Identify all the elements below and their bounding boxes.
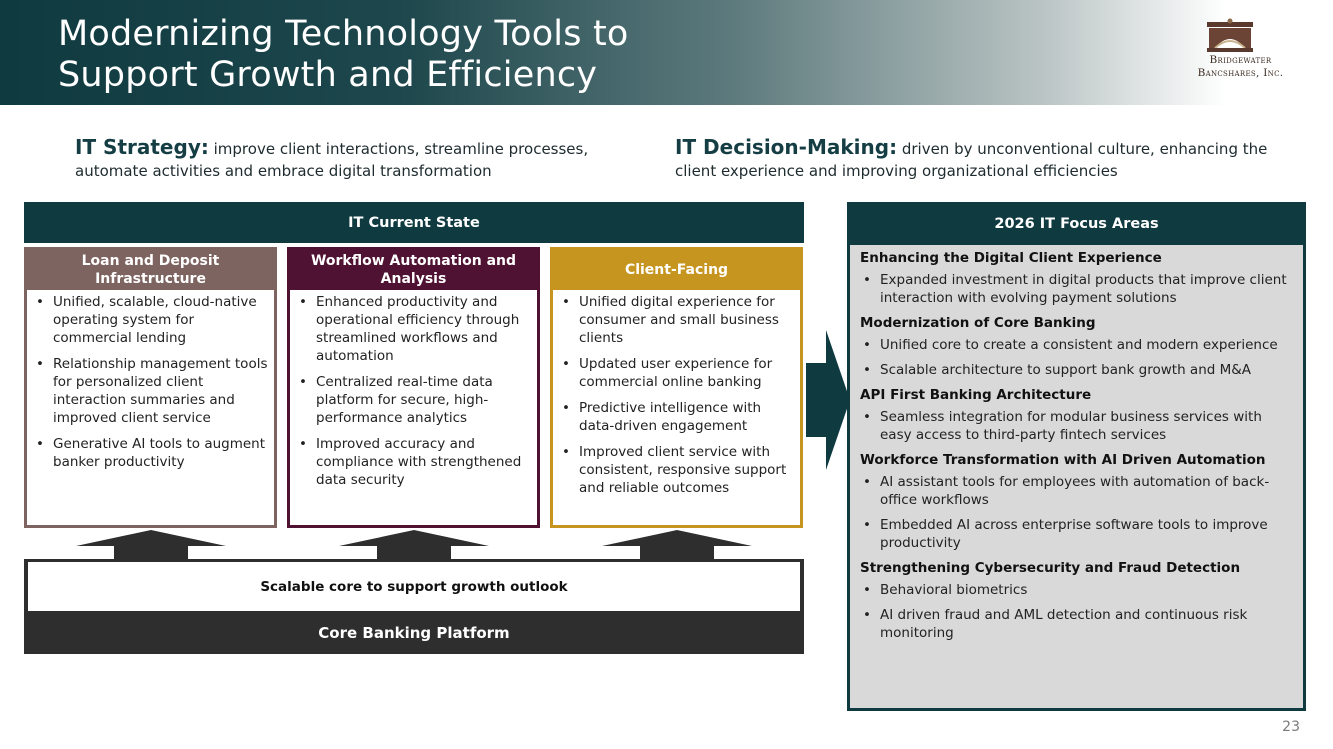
list-item: • Seamless integration for modular business services with easy access to third-party fintech services: [860, 408, 1295, 444]
focus-areas-title: 2026 IT Focus Areas: [847, 202, 1306, 245]
arrow-right-icon: [806, 330, 850, 470]
logo-line-1: Bridgewater: [1209, 54, 1272, 66]
workflow-automation-column: [287, 247, 540, 528]
list-item: • Unified, scalable, cloud-native operating system for commercial lending: [31, 293, 268, 347]
list-item: • Unified digital experience for consumer and small business clients: [557, 293, 794, 347]
client-facing-list: [553, 290, 800, 497]
list-item: • Behavioral biometrics: [860, 581, 1295, 599]
up-arrow-icon: [602, 530, 752, 560]
it-decision-text: driven by unconventional culture, enhancing the client experience and improving organizational efficiencies: [675, 140, 1268, 180]
list-item: • Centralized real-time data platform for secure, high-performance analytics: [294, 373, 531, 427]
list-item: • Improved client service with consistent, responsive support and reliable outcomes: [557, 443, 794, 497]
list-item: • Improved accuracy and compliance with strengthened data security: [294, 435, 531, 489]
list-item: • Scalable architecture to support bank growth and M&A: [860, 361, 1295, 379]
it-decision-label: IT Decision-Making:: [675, 135, 898, 159]
focus-areas-panel: [847, 245, 1306, 711]
list-item: • Enhanced productivity and operational efficiency through streamlined workflows and automation: [294, 293, 531, 365]
focus-list: [860, 473, 1295, 552]
list-item: • Expanded investment in digital products that improve client interaction with evolving payment solutions: [860, 271, 1295, 307]
list-item: • Generative AI tools to augment banker productivity: [31, 435, 268, 471]
client-facing-header: Client-Facing: [553, 250, 800, 290]
core-banking-label: Core Banking Platform: [318, 623, 510, 642]
loan-deposit-list: [27, 290, 274, 471]
logo-line-2: Bancshares, Inc.: [1197, 67, 1284, 79]
focus-heading: Modernization of Core Banking: [860, 315, 1096, 331]
list-item: • Predictive intelligence with data-driven engagement: [557, 399, 794, 435]
logo-bridge-icon: [1205, 18, 1255, 54]
list-item: • Relationship management tools for personalized client interaction summaries and improved client service: [31, 355, 268, 427]
scalable-core-label: Scalable core to support growth outlook: [28, 562, 800, 611]
focus-list: [860, 271, 1295, 307]
list-item: • AI driven fraud and AML detection and continuous risk monitoring: [860, 606, 1295, 642]
page-title: [58, 14, 818, 96]
list-item: • Embedded AI across enterprise software tools to improve productivity: [860, 516, 1295, 552]
list-item: • AI assistant tools for employees with automation of back-office workflows: [860, 473, 1295, 509]
page-number: 23: [1282, 719, 1300, 735]
logo-wordmark: [1178, 54, 1303, 80]
list-item: • Updated user experience for commercial online banking: [557, 355, 794, 391]
current-state-title: IT Current State: [24, 202, 804, 243]
up-arrow-icon: [76, 530, 226, 560]
page-title-line-1: Modernizing Technology Tools to: [58, 14, 629, 54]
focus-list: [860, 336, 1295, 379]
focus-heading: API First Banking Architecture: [860, 387, 1092, 403]
it-strategy-label: IT Strategy:: [75, 135, 209, 159]
page-title-line-2: Support Growth and Efficiency: [58, 55, 598, 95]
it-decision-statement: [675, 136, 1295, 182]
client-facing-column: [550, 247, 803, 528]
loan-deposit-column: [24, 247, 277, 528]
workflow-automation-header: Workflow Automation and Analysis: [290, 250, 537, 290]
focus-heading: Workforce Transformation with AI Driven Automation: [860, 452, 1266, 468]
loan-deposit-header: Loan and Deposit Infrastructure: [27, 250, 274, 290]
focus-list: [860, 408, 1295, 444]
company-logo: [1178, 18, 1303, 88]
focus-heading: Strengthening Cybersecurity and Fraud Detection: [860, 560, 1241, 576]
focus-heading: Enhancing the Digital Client Experience: [860, 250, 1162, 266]
header-band: [0, 0, 1333, 105]
focus-list: [860, 581, 1295, 642]
up-arrow-icon: [339, 530, 489, 560]
core-banking-platform: [24, 559, 804, 654]
it-strategy-statement: [75, 136, 635, 182]
workflow-automation-list: [290, 290, 537, 489]
it-strategy-text: improve client interactions, streamline processes, automate activities and embrace digital transformation: [75, 140, 589, 180]
list-item: • Unified core to create a consistent and modern experience: [860, 336, 1295, 354]
